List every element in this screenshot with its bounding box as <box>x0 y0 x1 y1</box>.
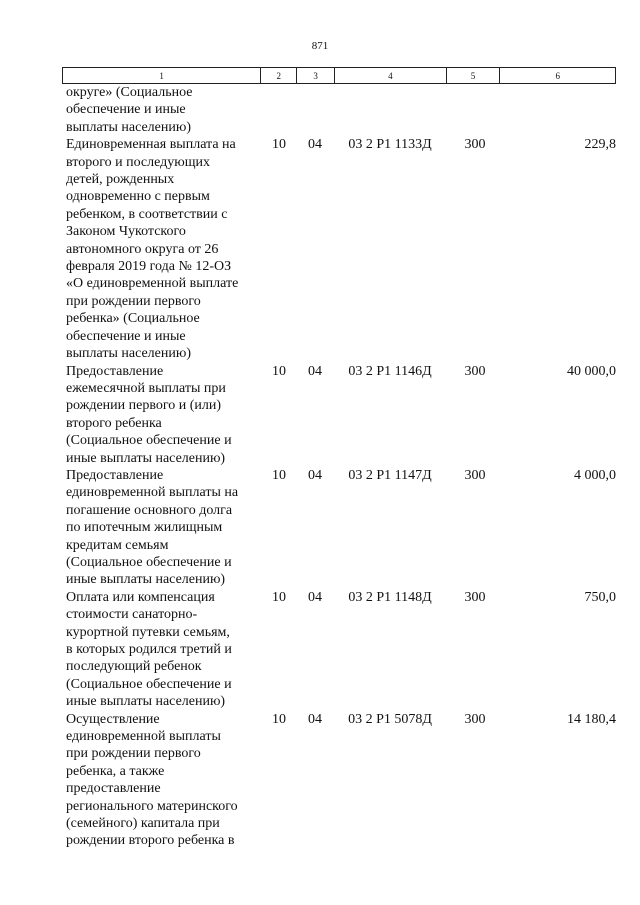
row-section: 10 <box>272 711 286 727</box>
row-section: 10 <box>272 137 286 153</box>
row-name: Предоставление ежемесячной выплаты при рождении первого и (или) второго ребенка (Социальное обеспечение и иные выплаты населению) <box>66 363 232 466</box>
column-header-3: 3 <box>296 68 334 83</box>
table-row <box>62 711 616 850</box>
row-type: 300 <box>464 711 486 727</box>
row-subsection: 04 <box>308 137 322 153</box>
row-amount: 750,0 <box>584 589 616 605</box>
table-row <box>62 467 616 589</box>
budget-table <box>62 67 616 850</box>
row-subsection: 04 <box>308 363 322 379</box>
row-amount: 14 180,4 <box>567 711 616 727</box>
row-section: 10 <box>272 589 286 605</box>
column-header-5: 5 <box>446 68 500 83</box>
row-subsection: 04 <box>308 467 322 483</box>
row-code: 03 2 Р1 1133Д <box>348 137 432 153</box>
row-code: 03 2 Р1 5078Д <box>348 711 432 727</box>
row-amount: 40 000,0 <box>567 363 616 379</box>
table-row <box>62 589 616 711</box>
row-code: 03 2 Р1 1146Д <box>348 363 432 379</box>
row-amount: 4 000,0 <box>574 467 616 483</box>
row-section: 10 <box>272 467 286 483</box>
column-header-1: 1 <box>159 70 164 81</box>
row-type: 300 <box>464 467 486 483</box>
row-type: 300 <box>464 589 486 605</box>
row-type: 300 <box>464 137 486 153</box>
column-header-4: 4 <box>334 68 446 83</box>
row-section: 10 <box>272 363 286 379</box>
row-subsection: 04 <box>308 589 322 605</box>
row-subsection: 04 <box>308 711 322 727</box>
row-name: Единовременная выплата на второго и последующих детей, рожденных одновременно с первым ребенком, в соответствии с Законом Чукотского автономного округа от 26 февраля 2019 года № 12-ОЗ «О единовременной выплате при рождении первого ребенка» (Социальное обеспечение и иные выплаты населению) <box>66 137 239 362</box>
row-code: 03 2 Р1 1147Д <box>348 467 432 483</box>
column-number-header <box>62 67 616 84</box>
row-name: Предоставление единовременной выплаты на погашение основного долга по ипотечным жилищным кредитам семьям (Социальное обеспечение и иные выплаты населению) <box>66 467 239 588</box>
page-number: 871 <box>311 40 329 52</box>
row-name: Осуществление единовременной выплаты при рождении первого ребенка, а также предоставление регионального материнского (семейного) капитала при рождении второго ребенка в <box>66 711 238 849</box>
row-type: 300 <box>464 363 486 379</box>
row-code: 03 2 Р1 1148Д <box>348 589 432 605</box>
table-row <box>62 136 616 362</box>
row-amount: 229,8 <box>584 137 616 153</box>
column-header-6: 6 <box>499 68 615 83</box>
table-row <box>62 363 616 467</box>
column-header-2: 2 <box>260 68 296 83</box>
row-name: Оплата или компенсация стоимости санаторно- курортной путевки семьям, в которых родился третий и последующий ребенок (Социальное обеспечение и иные выплаты населению) <box>66 589 232 710</box>
continuation-text: округе» (Социальное обеспечение и иные выплаты населению) <box>66 85 193 135</box>
